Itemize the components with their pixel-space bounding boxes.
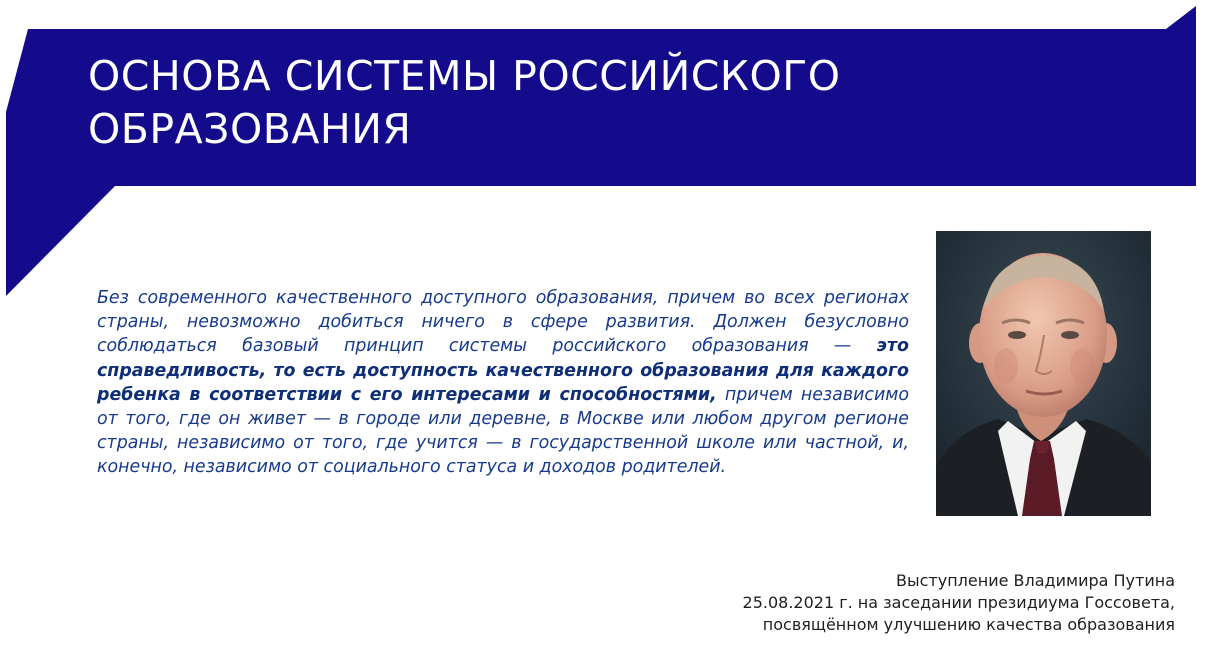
page-title-line-1: ОСНОВА СИСТЕМЫ РОССИЙСКОГО — [88, 52, 841, 100]
quote-part-2: причем независимо от того, где он живет — в городе или деревне, в Москве или любом другом регионе страны, независимо от того, где учится — в государственной школе или частной, и, конечно, независимо от социального статуса и доходов родителей. — [97, 384, 910, 478]
speech-caption — [615, 570, 1175, 636]
portrait-photo-icon — [936, 231, 1151, 516]
portrait-photo — [936, 231, 1151, 516]
quote-part-1: Без современного качественного доступного образования, причем во всех регионах страны, невозможно добиться ничего в сфере развития. Должен безусловно соблюдаться базовый принцип системы российского образования — — [97, 288, 909, 357]
page-title-line-2: ОБРАЗОВАНИЯ — [88, 105, 412, 153]
caption-line-2: 25.08.2021 г. на заседании президиума Госсовета, — [742, 593, 1175, 612]
quote-text — [97, 286, 909, 480]
caption-line-3: посвящённом улучшению качества образования — [762, 615, 1175, 634]
page-title — [88, 50, 1088, 156]
caption-line-1: Выступление Владимира Путина — [896, 571, 1175, 590]
quote-emphasis: это справедливость, то есть доступность качественного образования для каждого ребенка в соответствии с его интересами и способностями, — [97, 336, 909, 405]
